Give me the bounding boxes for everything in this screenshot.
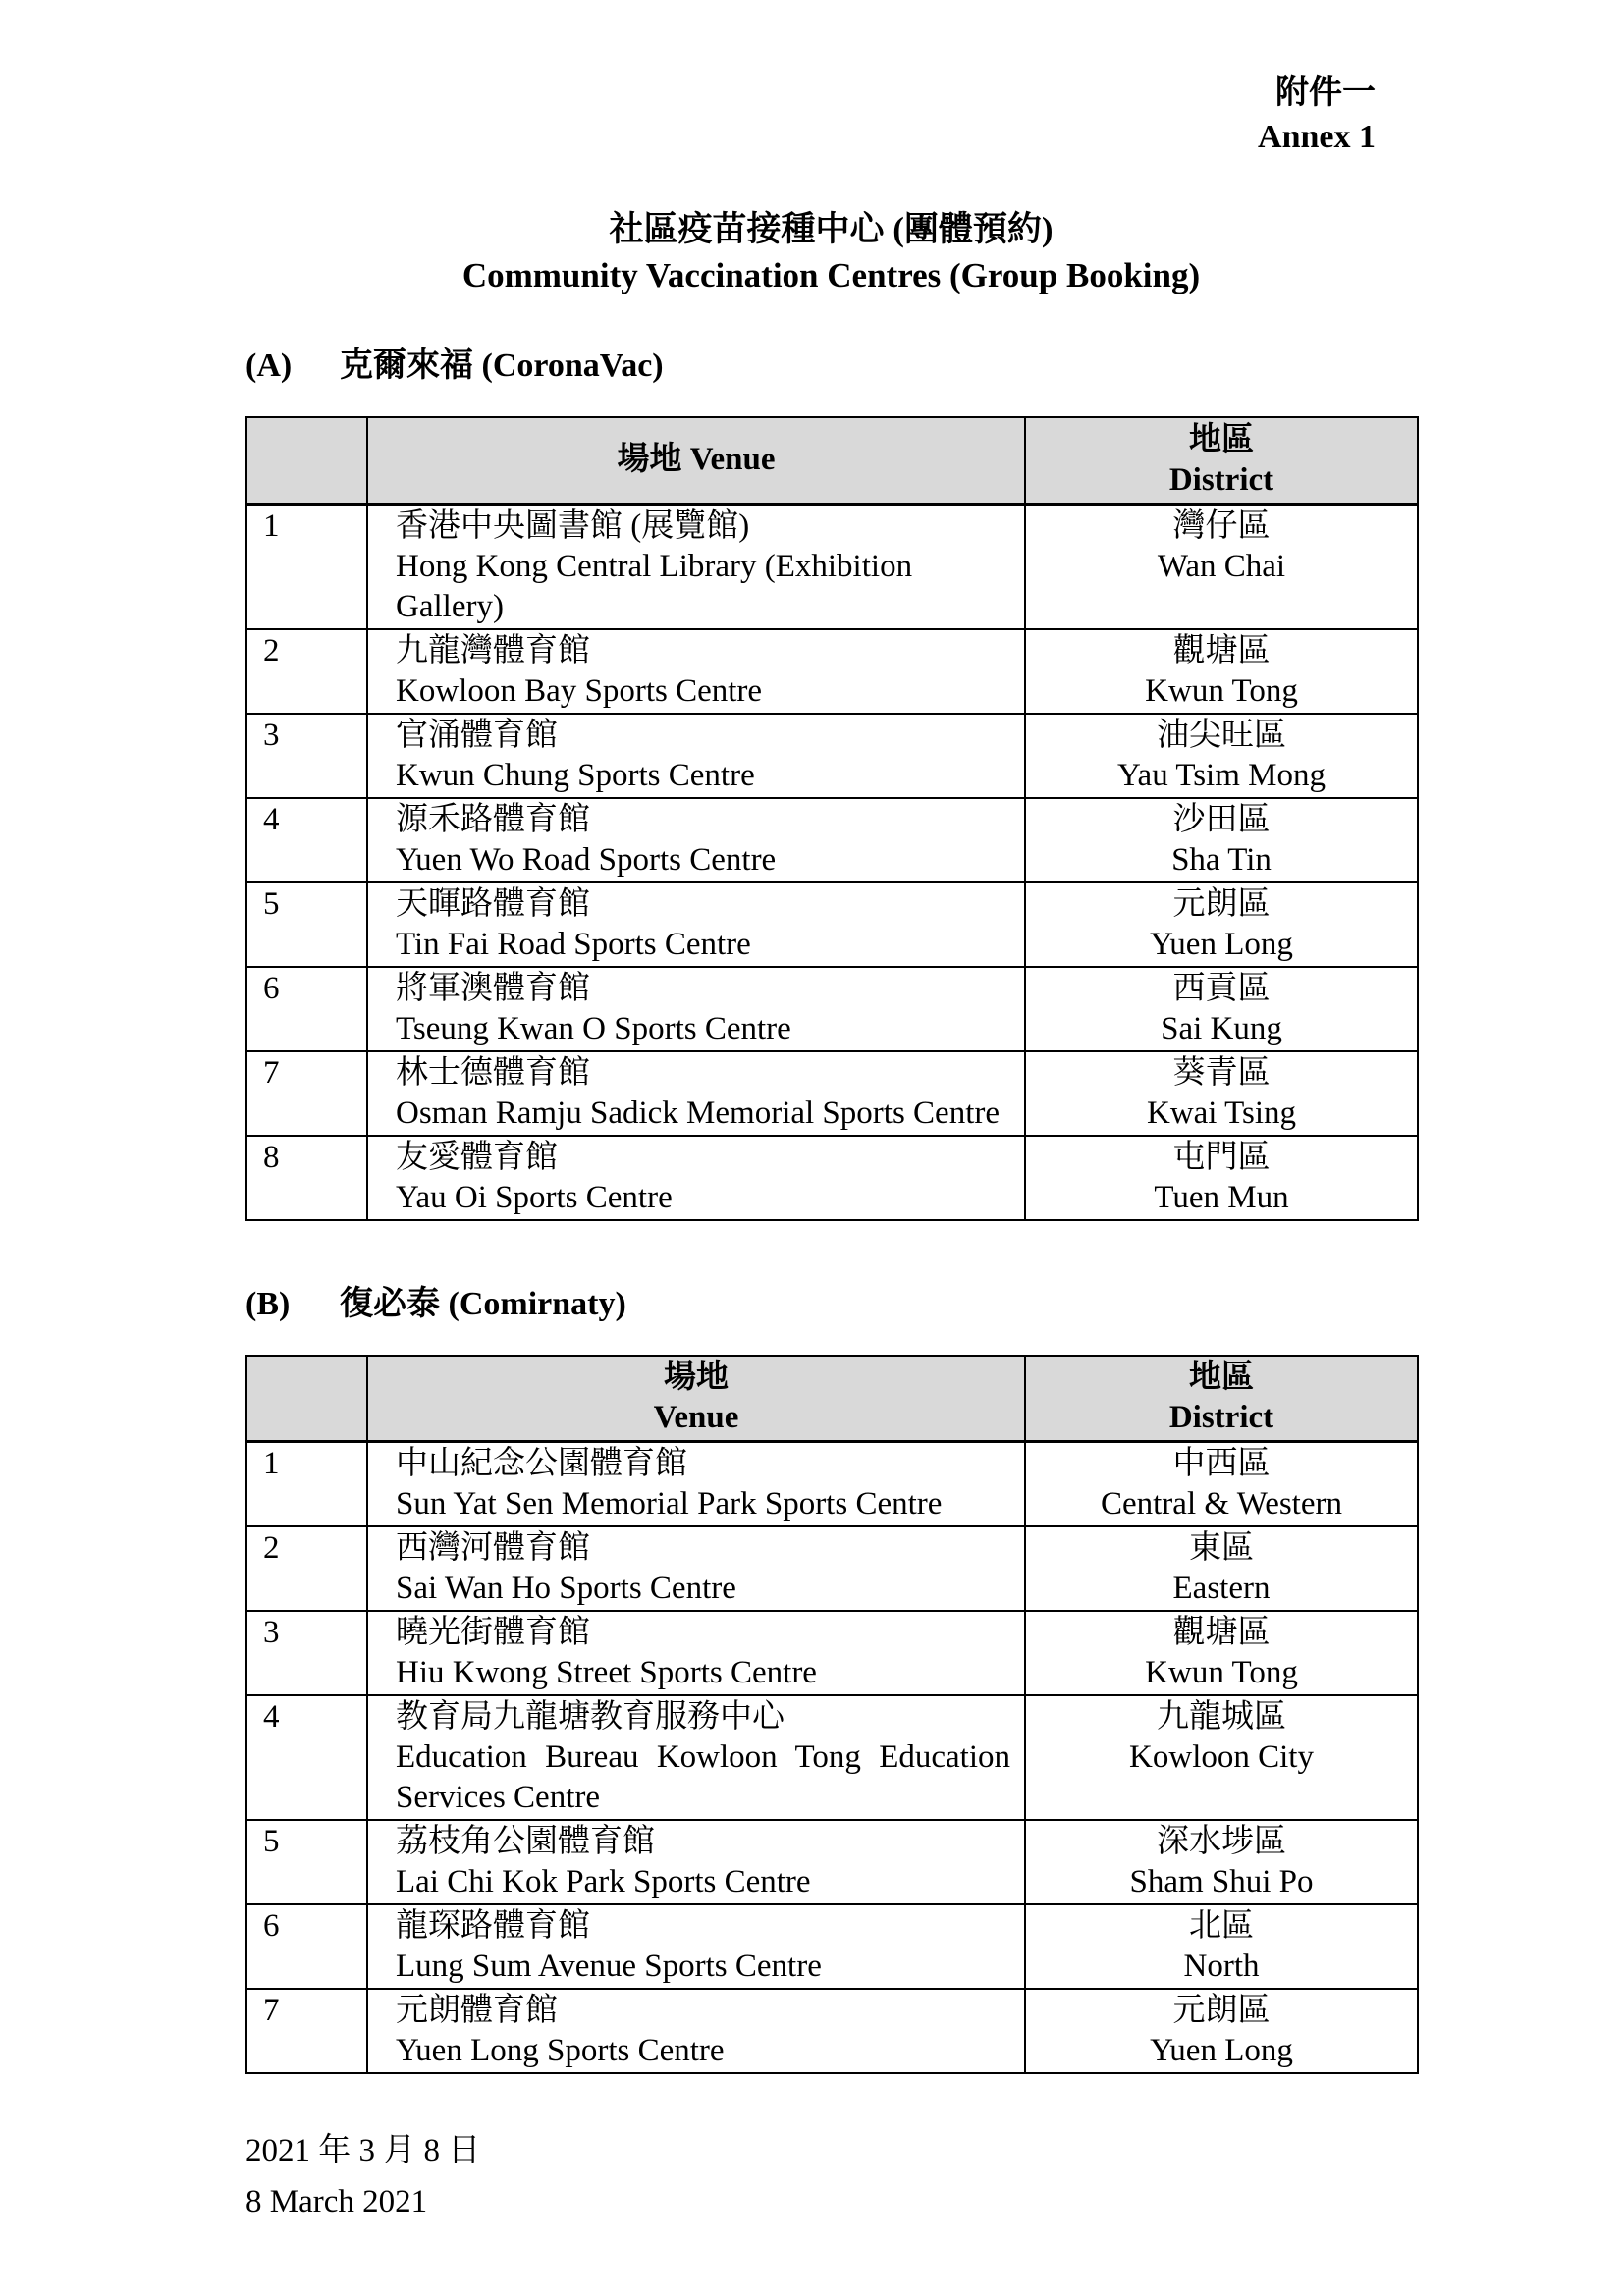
row-number: 8 <box>246 1136 367 1220</box>
row-number: 2 <box>246 1526 367 1611</box>
number-column-header <box>246 1356 367 1442</box>
table-row <box>246 504 1418 629</box>
venue-en: Sai Wan Ho Sports Centre <box>396 1571 736 1606</box>
table-row <box>246 1904 1418 1989</box>
section-b-title: 復必泰 (Comirnaty) <box>340 1285 626 1322</box>
district-en: Sai Kung <box>1161 1010 1282 1046</box>
venue-cell <box>367 967 1025 1051</box>
page-title-en: Community Vaccination Centres (Group Booking) <box>461 256 1201 294</box>
venue-en: Education Bureau Kowloon Tong Education <box>396 1739 1010 1775</box>
district-cell <box>1025 1695 1418 1820</box>
venue-cell <box>367 714 1025 798</box>
district-cell <box>1025 1136 1418 1220</box>
venue-en: Hong Kong Central Library (Exhibition Gallery) <box>396 548 913 624</box>
table-row <box>246 1611 1418 1695</box>
district-en: Kwun Tong <box>1145 672 1298 709</box>
venue-cell <box>367 1136 1025 1220</box>
table-row <box>246 1695 1418 1820</box>
table-row <box>246 798 1418 882</box>
venue-en: Tseung Kwan O Sports Centre <box>396 1010 791 1046</box>
venue-en: Tin Fai Road Sports Centre <box>396 926 751 962</box>
district-en: Yau Tsim Mong <box>1117 757 1326 793</box>
annex-label <box>245 71 1417 159</box>
venue-en: Yuen Long Sports Centre <box>396 2033 725 2068</box>
section-b-heading <box>245 1282 1417 1327</box>
row-number: 6 <box>246 1904 367 1989</box>
row-number: 4 <box>246 1695 367 1820</box>
venue-zh: 荔枝角公園體育館 <box>396 1824 655 1859</box>
venue-en-line2: Services Centre <box>396 1780 601 1815</box>
venue-zh: 中山紀念公園體育館 <box>396 1446 687 1481</box>
district-zh: 九龍城區 <box>1157 1699 1286 1735</box>
district-zh: 元朗區 <box>1172 1993 1271 2028</box>
table-row <box>246 967 1418 1051</box>
venue-zh: 香港中央圖書館 (展覽館) <box>396 507 750 544</box>
district-zh: 葵青區 <box>1172 1054 1271 1091</box>
row-number: 5 <box>246 1820 367 1904</box>
venue-en: Yau Oi Sports Centre <box>396 1179 673 1215</box>
district-zh: 油尖旺區 <box>1157 717 1286 753</box>
district-cell <box>1025 1051 1418 1136</box>
district-cell <box>1025 967 1418 1051</box>
table-row <box>246 1526 1418 1611</box>
district-en: Eastern <box>1172 1571 1271 1606</box>
district-zh: 屯門區 <box>1172 1139 1271 1175</box>
district-header-zh: 地區 <box>1189 421 1254 457</box>
district-zh: 沙田區 <box>1172 801 1271 837</box>
table-row <box>246 1051 1418 1136</box>
comirnaty-table <box>245 1355 1419 2075</box>
district-cell <box>1025 1611 1418 1695</box>
district-zh: 灣仔區 <box>1172 507 1271 544</box>
row-number: 7 <box>246 1989 367 2073</box>
venue-zh: 友愛體育館 <box>396 1139 558 1175</box>
district-en: Yuen Long <box>1150 926 1293 962</box>
section-a-label: (A) <box>245 347 293 384</box>
district-cell <box>1025 798 1418 882</box>
district-zh: 深水埗區 <box>1157 1824 1286 1859</box>
district-zh: 觀塘區 <box>1172 632 1271 668</box>
district-en: Sha Tin <box>1171 841 1272 878</box>
district-cell <box>1025 714 1418 798</box>
row-number: 4 <box>246 798 367 882</box>
venue-cell <box>367 1695 1025 1820</box>
document-date <box>245 2125 1417 2227</box>
venue-en: Sun Yat Sen Memorial Park Sports Centre <box>396 1486 943 1522</box>
venue-header-label: 場地 Venue <box>617 442 776 478</box>
district-column-header <box>1025 1356 1418 1442</box>
table-row <box>246 629 1418 714</box>
venue-zh: 教育局九龍塘教育服務中心 <box>396 1699 785 1735</box>
table-row <box>246 882 1418 967</box>
district-en: North <box>1183 1949 1260 1984</box>
venue-cell <box>367 629 1025 714</box>
venue-zh: 曉光街體育館 <box>396 1615 590 1650</box>
row-number: 7 <box>246 1051 367 1136</box>
document-date-en: 8 March 2021 <box>245 2184 428 2219</box>
district-column-header <box>1025 417 1418 504</box>
venue-cell <box>367 1904 1025 1989</box>
section-b-label: (B) <box>245 1285 291 1322</box>
row-number: 3 <box>246 714 367 798</box>
table-row <box>246 1989 1418 2073</box>
page-title <box>245 206 1417 298</box>
venue-cell <box>367 1442 1025 1527</box>
district-cell <box>1025 882 1418 967</box>
venue-en: Kwun Chung Sports Centre <box>396 757 755 793</box>
number-column-header <box>246 417 367 504</box>
venue-en: Osman Ramju Sadick Memorial Sports Centre <box>396 1095 1000 1131</box>
venue-zh: 龍琛路體育館 <box>396 1908 590 1944</box>
venue-cell <box>367 798 1025 882</box>
district-zh: 北區 <box>1189 1908 1254 1944</box>
row-number: 1 <box>246 504 367 629</box>
venue-header-zh: 場地 <box>664 1360 729 1396</box>
district-en: Kwun Tong <box>1145 1655 1298 1690</box>
district-en: Tuen Mun <box>1154 1179 1289 1215</box>
venue-en: Lung Sum Avenue Sports Centre <box>396 1949 822 1984</box>
venue-zh: 林士德體育館 <box>396 1054 590 1091</box>
district-en: Wan Chai <box>1157 548 1286 584</box>
annex-label-zh: 附件一 <box>1275 75 1376 111</box>
venue-zh: 官涌體育館 <box>396 717 558 753</box>
district-en: Yuen Long <box>1150 2033 1293 2068</box>
venue-zh: 天暉路體育館 <box>396 885 590 922</box>
venue-cell <box>367 1526 1025 1611</box>
venue-cell <box>367 882 1025 967</box>
venue-column-header <box>367 1356 1025 1442</box>
venue-cell <box>367 504 1025 629</box>
table-header-row <box>246 1356 1418 1442</box>
venue-cell <box>367 1989 1025 2073</box>
district-zh: 觀塘區 <box>1172 1615 1271 1650</box>
venue-header-en: Venue <box>653 1400 739 1436</box>
venue-en: Yuen Wo Road Sports Centre <box>396 841 777 878</box>
district-header-zh: 地區 <box>1189 1360 1254 1396</box>
district-zh: 元朗區 <box>1172 885 1271 922</box>
section-a-title: 克爾來福 (CoronaVac) <box>340 347 664 384</box>
venue-zh: 源禾路體育館 <box>396 801 590 837</box>
district-header-en: District <box>1168 461 1274 498</box>
annex-label-en: Annex 1 <box>1258 119 1376 155</box>
venue-cell <box>367 1051 1025 1136</box>
district-en: Kwai Tsing <box>1147 1095 1296 1131</box>
table-row <box>246 714 1418 798</box>
venue-column-header <box>367 417 1025 504</box>
page-title-zh: 社區疫苗接種中心 (團體預約) <box>609 210 1054 248</box>
table-row <box>246 1136 1418 1220</box>
row-number: 3 <box>246 1611 367 1695</box>
document-date-zh: 2021 年 3 月 8 日 <box>245 2133 481 2168</box>
district-cell <box>1025 504 1418 629</box>
venue-zh: 西灣河體育館 <box>396 1530 590 1566</box>
district-cell <box>1025 629 1418 714</box>
venue-en: Lai Chi Kok Park Sports Centre <box>396 1864 811 1899</box>
district-cell <box>1025 1989 1418 2073</box>
district-cell <box>1025 1820 1418 1904</box>
row-number: 2 <box>246 629 367 714</box>
district-en: Kowloon City <box>1129 1739 1314 1775</box>
venue-cell <box>367 1611 1025 1695</box>
district-header-en: District <box>1168 1400 1274 1436</box>
table-row <box>246 1442 1418 1527</box>
section-a-heading <box>245 344 1417 389</box>
district-cell <box>1025 1526 1418 1611</box>
district-cell <box>1025 1442 1418 1527</box>
row-number: 1 <box>246 1442 367 1527</box>
row-number: 6 <box>246 967 367 1051</box>
table-row <box>246 1820 1418 1904</box>
district-zh: 東區 <box>1189 1530 1254 1566</box>
venue-zh: 九龍灣體育館 <box>396 632 590 668</box>
district-en: Central & Western <box>1100 1486 1342 1522</box>
venue-en: Kowloon Bay Sports Centre <box>396 672 763 709</box>
table-header-row <box>246 417 1418 504</box>
venue-en: Hiu Kwong Street Sports Centre <box>396 1655 817 1690</box>
district-zh: 西貢區 <box>1172 970 1271 1006</box>
district-en: Sham Shui Po <box>1129 1864 1314 1899</box>
district-cell <box>1025 1904 1418 1989</box>
venue-zh: 將軍澳體育館 <box>396 970 590 1006</box>
coronavac-table <box>245 416 1419 1221</box>
row-number: 5 <box>246 882 367 967</box>
venue-cell <box>367 1820 1025 1904</box>
venue-zh: 元朗體育館 <box>396 1993 558 2028</box>
district-zh: 中西區 <box>1172 1446 1271 1481</box>
